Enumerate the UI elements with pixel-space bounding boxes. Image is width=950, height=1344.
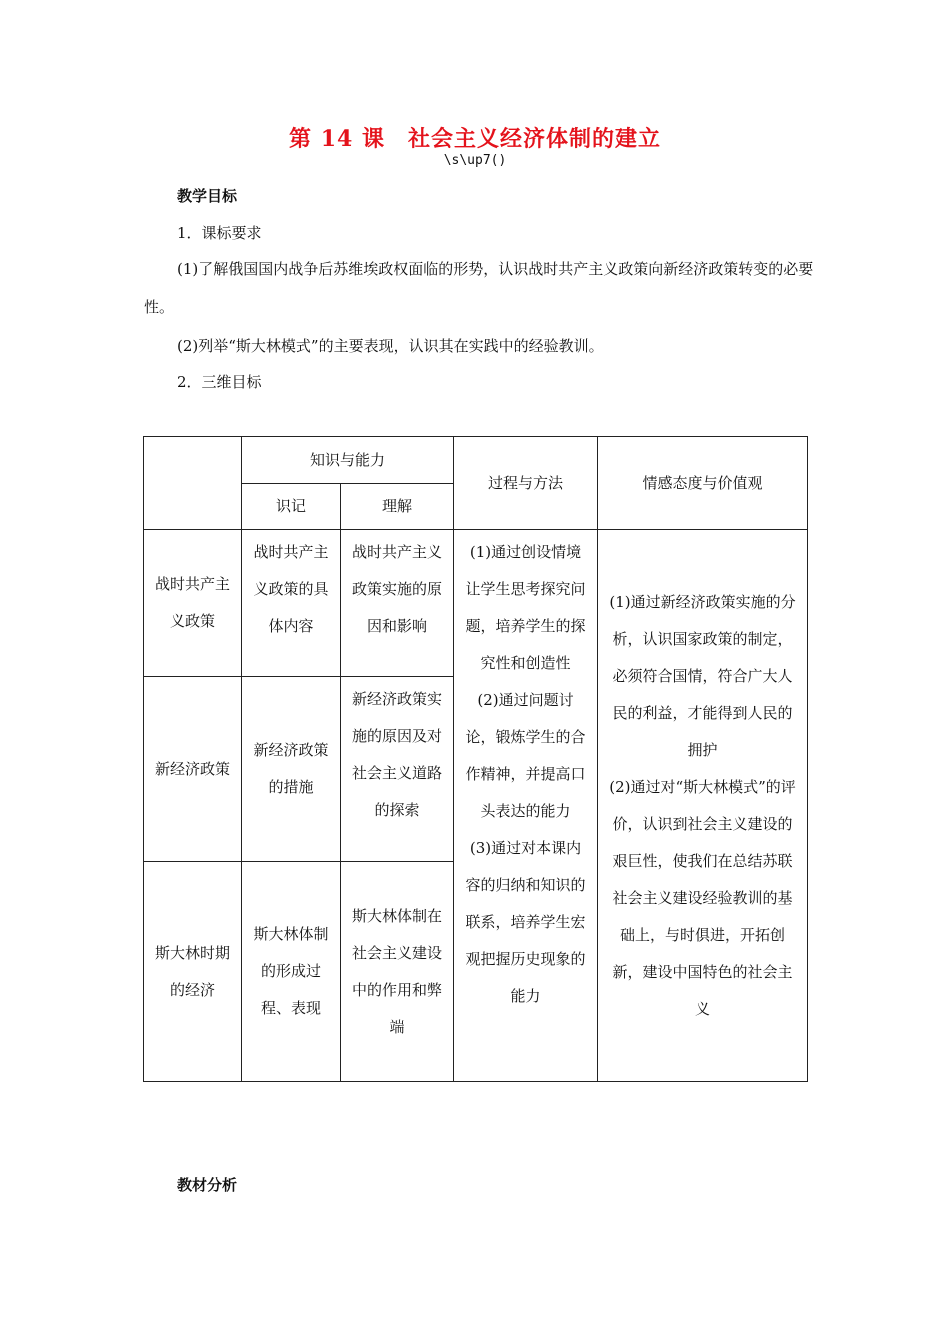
page-title: 第 14 课 社会主义经济体制的建立	[289, 126, 661, 152]
row-topic: 新经济政策	[144, 677, 242, 862]
item-standards: 1．课标要求	[177, 224, 262, 242]
row-understand: 新经济政策实施的原因及对社会主义道路的探索	[341, 677, 454, 862]
requirement-1: (1)了解俄国国内战争后苏维埃政权面临的形势，认识战时共产主义政策向新经济政策转变的必要性。	[144, 260, 814, 316]
emotion-value-cell: (1)通过新经济政策实施的分析，认识国家政策的制定，必须符合国情，符合广大人民的利益，才能得到人民的拥护 (2)通过对“斯大林模式”的评价，认识到社会主义建设的艰巨性，使我们在总结苏联社会主义建设经验教训的基础上，与时俱进，开拓创新，建设中国特色的社会主义	[598, 530, 808, 1082]
table-corner-cell	[144, 437, 242, 530]
process-method-cell: (1)通过创设情境让学生思考探究问题，培养学生的探究性和创造性 (2)通过问题讨论，锻炼学生的合作精神，并提高口头表达的能力 (3)通过对本课内容的归纳和知识的联系，培养学生宏观把握历史现象的能力	[454, 530, 598, 1082]
row-recall: 新经济政策的措施	[242, 677, 341, 862]
row-understand: 斯大林体制在社会主义建设中的作用和弊端	[341, 862, 454, 1082]
header-recall: 识记	[242, 484, 341, 530]
header-process: 过程与方法	[454, 437, 598, 530]
header-knowledge: 知识与能力	[242, 437, 454, 484]
row-recall: 战时共产主义政策的具体内容	[242, 530, 341, 677]
item-three-dimensions: 2．三维目标	[177, 373, 262, 391]
header-understand: 理解	[341, 484, 454, 530]
header-emotion: 情感态度与价值观	[598, 437, 808, 530]
row-topic: 战时共产主义政策	[144, 530, 242, 677]
requirement-2: (2)列举“斯大林模式”的主要表现，认识其在实践中的经验教训。	[177, 337, 604, 355]
row-topic: 斯大林时期的经济	[144, 862, 242, 1082]
goals-table	[143, 436, 808, 1082]
row-recall: 斯大林体制的形成过程、表现	[242, 862, 341, 1082]
section-heading-textbook-analysis: 教材分析	[177, 1176, 238, 1194]
section-heading-goals: 教学目标	[177, 187, 238, 205]
row-understand: 战时共产主义政策实施的原因和影响	[341, 530, 454, 677]
subtitle: \s\up7()	[443, 153, 507, 168]
